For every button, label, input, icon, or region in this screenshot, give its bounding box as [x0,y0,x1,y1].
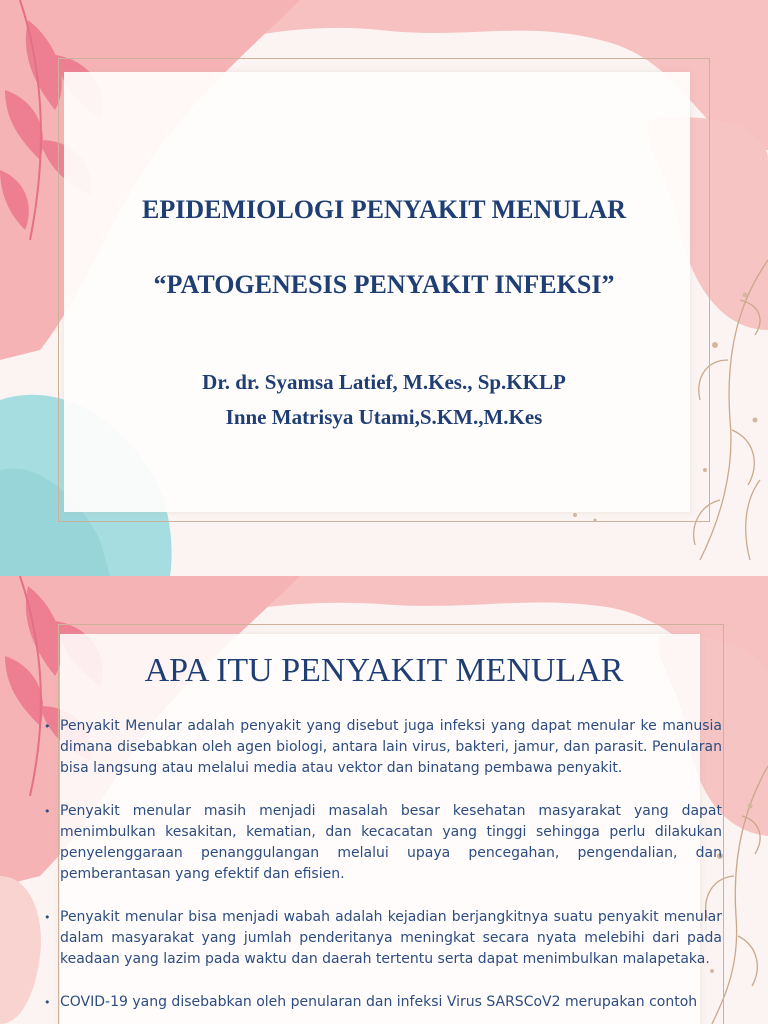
bullet-marker: • [44,996,51,1009]
presentation-title: EPIDEMIOLOGI PENYAKIT MENULAR [142,195,626,224]
list-item [44,801,722,885]
slide-heading: APA ITU PENYAKIT MENULAR [144,652,624,689]
presentation-subtitle: “PATOGENESIS PENYAKIT INFEKSI” [153,270,615,299]
bullet-text: Penyakit menular bisa menjadi wabah adalah kejadian berjangkitnya suatu penyakit menular dalam masyarakat yang jumlah penderitanya meningkat secara nyata melebihi dari pada keadaan yang lazim pada waktu dan daerah tertentu serta dapat menimbulkan malapetaka. [60,909,722,967]
definition-bullet-list [44,716,722,1024]
bullet-text: Penyakit Menular adalah penyakit yang disebut juga infeksi yang dapat menular ke manusia dimana disebabkan oleh agen biologi, antara lain virus, bakteri, jamur, dan parasit. Penularan bisa langsung atau melalui media atau vektor dan binatang pembawa penyakit. [60,718,722,776]
bullet-marker: • [44,805,51,818]
content-slide [0,576,768,1024]
author-secondary: Inne Matrisya Utami,S.KM.,M.Kes [225,405,543,429]
bullet-marker: • [44,720,51,733]
author-primary: Dr. dr. Syamsa Latief, M.Kes., Sp.KKLP [202,370,566,394]
bullet-marker: • [44,911,51,924]
bullet-text: Penyakit menular masih menjadi masalah besar kesehatan masyarakat yang dapat menimbulkan kesakitan, kematian, dan kecacatan yang tinggi sehingga perlu dilakukan penyelenggaraan penanggulangan melalui upaya pencegahan, pengendalian, dan pemberantasan yang efektif dan efisien. [60,803,722,882]
bullet-text: COVID-19 yang disebabkan oleh penularan dan infeksi Virus SARSCoV2 merupakan contoh [60,994,698,1010]
list-item [44,716,722,779]
list-item [44,992,722,1013]
list-item [44,907,722,970]
